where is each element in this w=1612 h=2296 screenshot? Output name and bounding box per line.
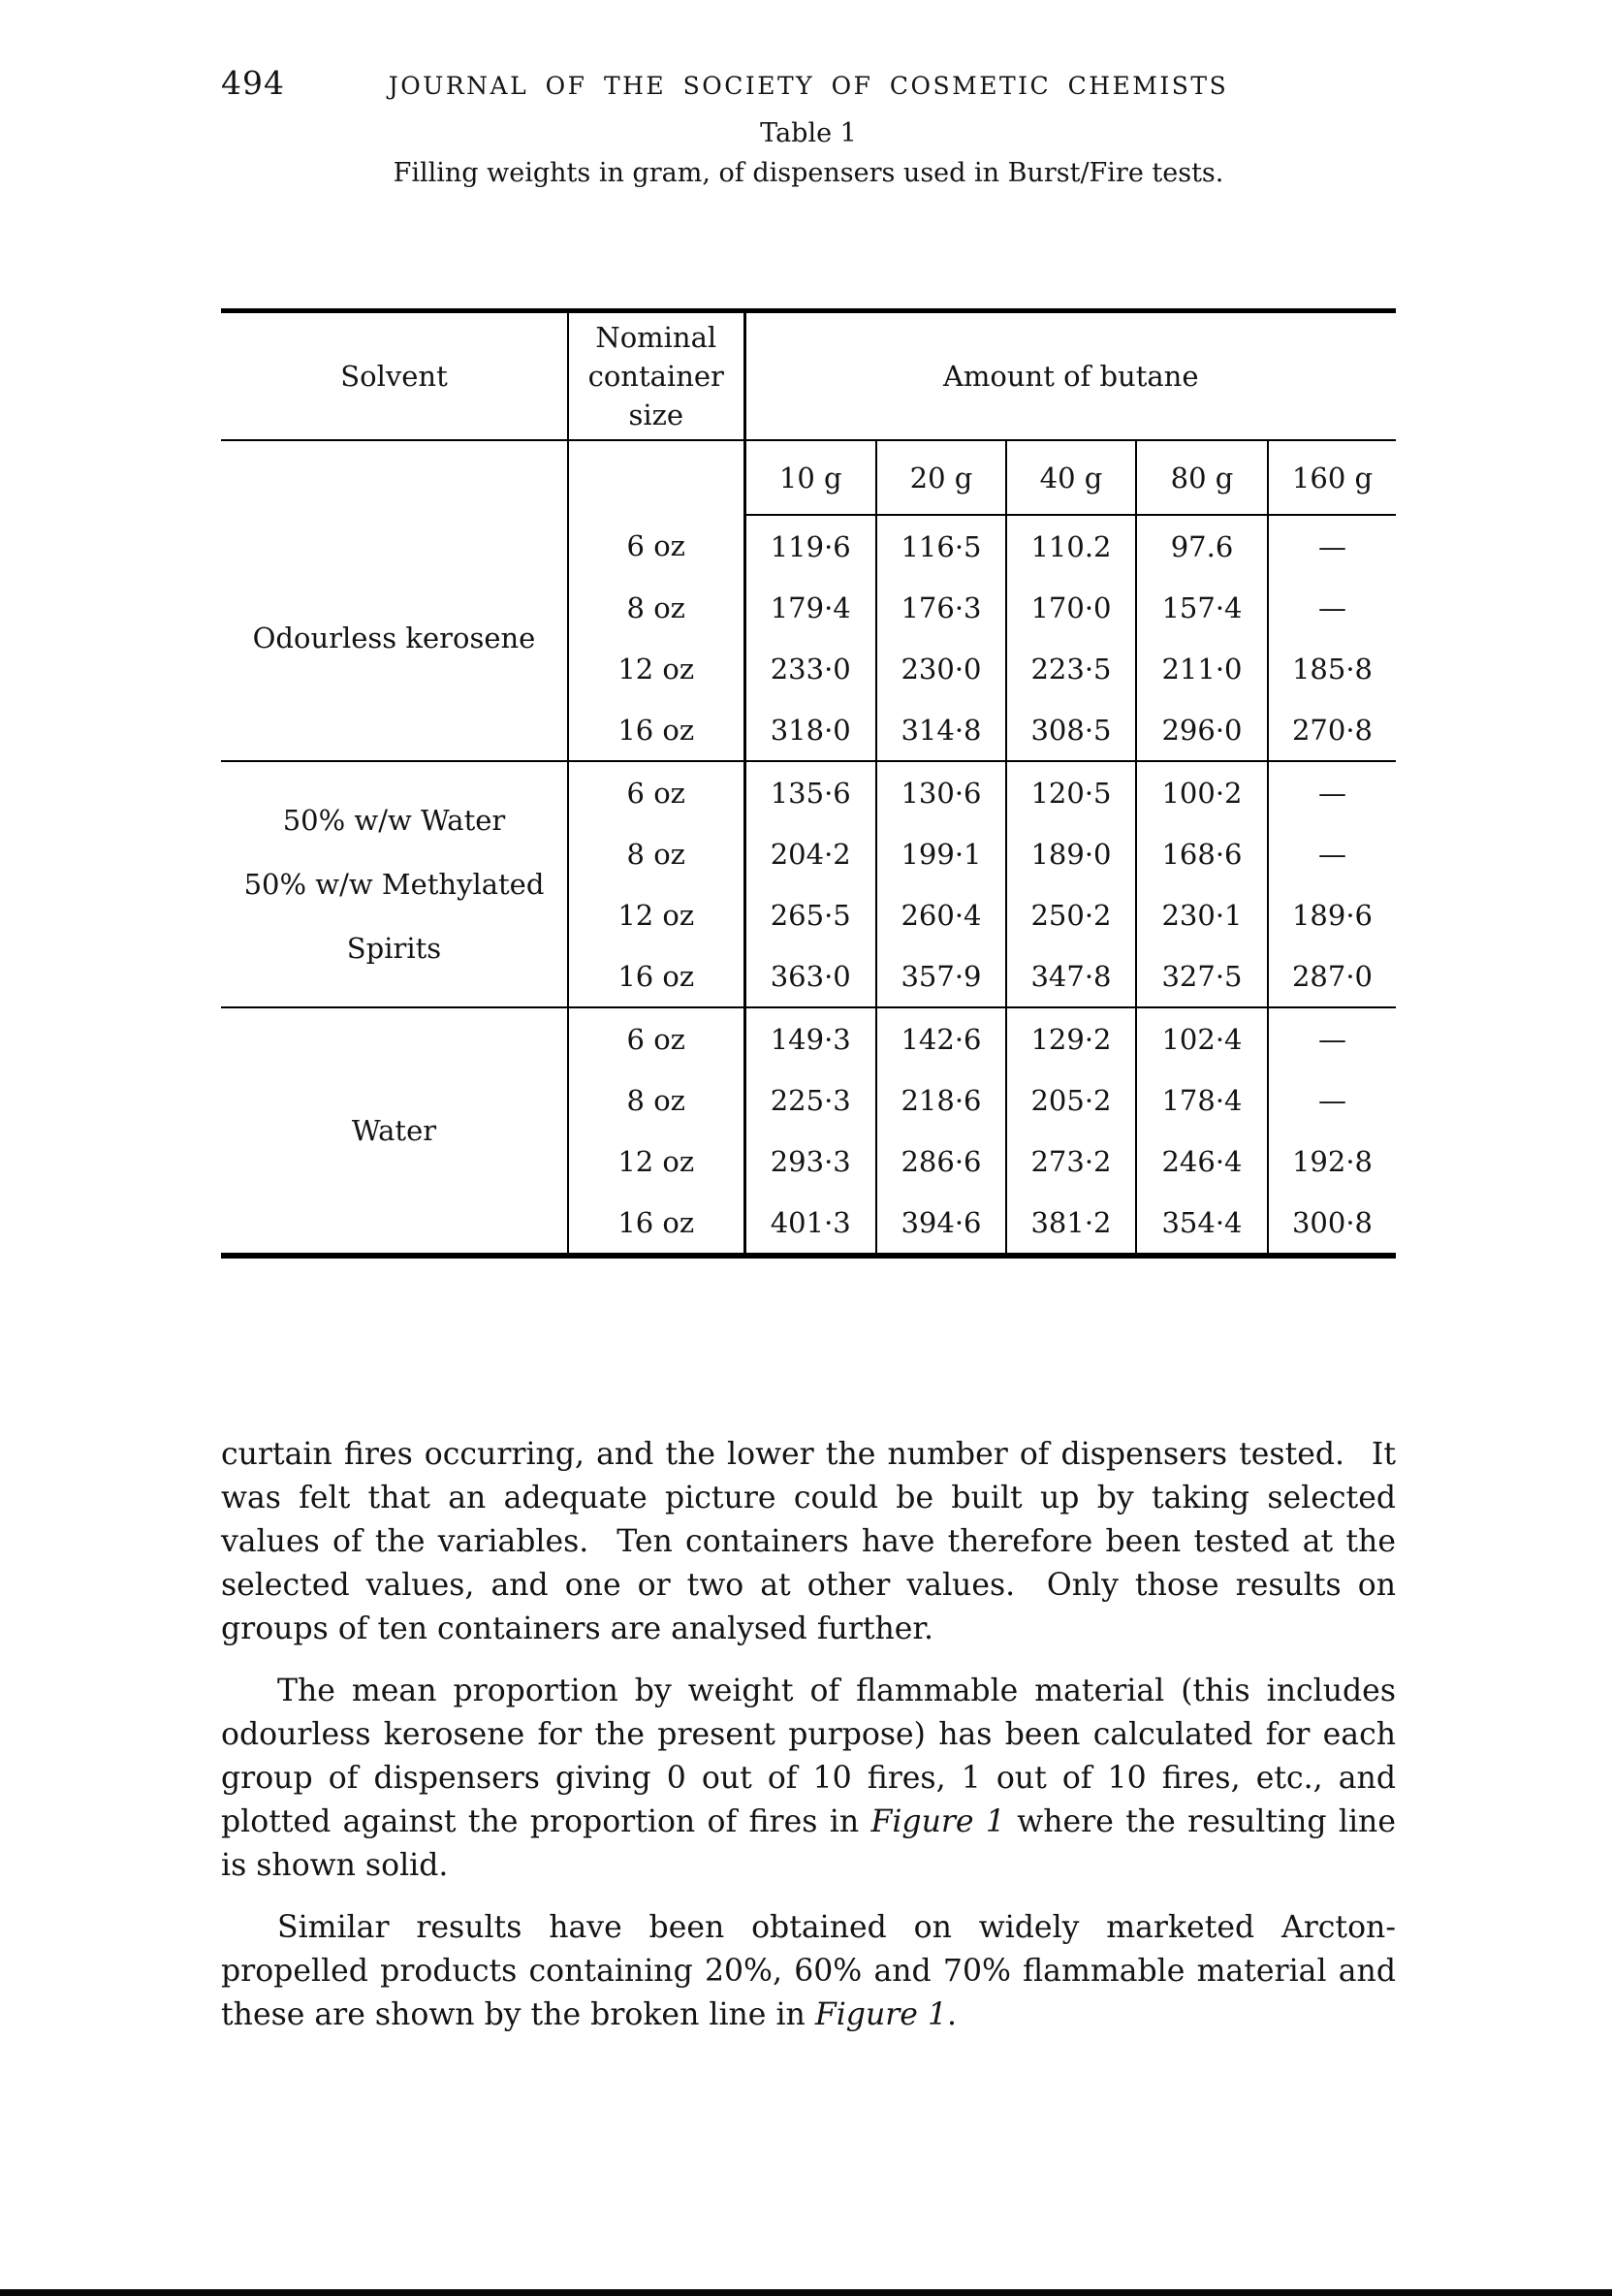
value-cell: 381·2 — [1006, 1192, 1136, 1256]
value-cell: 211·0 — [1136, 638, 1268, 699]
container-size-cell: 16 oz — [568, 699, 744, 761]
value-cell: 142·6 — [876, 1007, 1006, 1069]
value-cell: 116·5 — [876, 515, 1006, 577]
table-row — [221, 515, 1396, 577]
solvent-cell — [221, 515, 568, 761]
value-cell: 225·3 — [744, 1069, 876, 1131]
container-size-cell: 16 oz — [568, 1192, 744, 1256]
value-cell: 270·8 — [1268, 699, 1396, 761]
body-text — [221, 1433, 1396, 2056]
value-cell: 300·8 — [1268, 1192, 1396, 1256]
value-cell: 204·2 — [744, 823, 876, 884]
table-body — [221, 311, 1396, 1257]
solvent-name-line: Water — [351, 1114, 437, 1147]
value-cell: 120·5 — [1006, 761, 1136, 823]
value-cell: 308·5 — [1006, 699, 1136, 761]
value-cell: 265·5 — [744, 884, 876, 945]
value-cell: 230·0 — [876, 638, 1006, 699]
solvent-name-line: 50% w/w Methylated — [243, 868, 545, 901]
paragraph — [221, 1433, 1396, 1651]
value-cell: 357·9 — [876, 945, 1006, 1007]
butane-amount-header: 40 g — [1006, 440, 1136, 515]
value-cell: 119·6 — [744, 515, 876, 577]
value-cell: 354·4 — [1136, 1192, 1268, 1256]
value-cell: 230·1 — [1136, 884, 1268, 945]
container-size-cell: 12 oz — [568, 638, 744, 699]
value-cell: 273·2 — [1006, 1131, 1136, 1192]
table-caption: Filling weights in gram, of dispensers used in Burst/Fire tests. — [393, 158, 1224, 188]
value-cell: 179·4 — [744, 577, 876, 638]
solvent-cell — [221, 1007, 568, 1256]
value-cell: 246·4 — [1136, 1131, 1268, 1192]
value-cell: — — [1268, 515, 1396, 577]
paragraph-text: Similar results have been obtained on widely marketed Arcton-propelled products containing 20%, 60% and 70% flammable material and these are shown by the broken line in — [221, 1910, 1396, 2032]
value-cell: 347·8 — [1006, 945, 1136, 1007]
value-cell: 223·5 — [1006, 638, 1136, 699]
filling-weights-table — [221, 308, 1396, 1259]
value-cell: 233·0 — [744, 638, 876, 699]
table-row — [221, 761, 1396, 823]
value-cell: 110.2 — [1006, 515, 1136, 577]
paragraph — [221, 1906, 1396, 2037]
journal-header: JOURNAL OF THE SOCIETY OF COSMETIC CHEMISTS — [388, 72, 1229, 100]
value-cell: 189·0 — [1006, 823, 1136, 884]
value-cell: 314·8 — [876, 699, 1006, 761]
solvent-cell — [221, 761, 568, 1007]
value-cell: 286·6 — [876, 1131, 1006, 1192]
value-cell: — — [1268, 577, 1396, 638]
value-cell: — — [1268, 761, 1396, 823]
value-cell: 102·4 — [1136, 1007, 1268, 1069]
container-size-cell: 8 oz — [568, 823, 744, 884]
container-size-cell: 12 oz — [568, 1131, 744, 1192]
value-cell: 189·6 — [1268, 884, 1396, 945]
value-cell: — — [1268, 1069, 1396, 1131]
solvent-name-line: Spirits — [346, 932, 442, 965]
value-cell: 287·0 — [1268, 945, 1396, 1007]
value-cell: 293·3 — [744, 1131, 876, 1192]
value-cell: — — [1268, 1007, 1396, 1069]
empty-cell — [221, 440, 568, 515]
container-size-cell: 16 oz — [568, 945, 744, 1007]
value-cell: 250·2 — [1006, 884, 1136, 945]
butane-amount-header: 80 g — [1136, 440, 1268, 515]
data-table-container — [221, 308, 1396, 1259]
value-cell: 149·3 — [744, 1007, 876, 1069]
page-number: 494 — [221, 64, 285, 102]
paragraph-text: . — [946, 1997, 957, 2032]
value-cell: 178·4 — [1136, 1069, 1268, 1131]
value-cell: 363·0 — [744, 945, 876, 1007]
value-cell: — — [1268, 823, 1396, 884]
figure-reference: Figure 1 — [814, 1997, 947, 2032]
value-cell: 129·2 — [1006, 1007, 1136, 1069]
value-cell: 176·3 — [876, 577, 1006, 638]
value-cell: 192·8 — [1268, 1131, 1396, 1192]
empty-cell — [568, 440, 744, 515]
solvent-name-line: 50% w/w Water — [282, 804, 506, 837]
value-cell: 401·3 — [744, 1192, 876, 1256]
solvent-name-line: Odourless kerosene — [252, 621, 536, 654]
paragraph — [221, 1670, 1396, 1888]
value-cell: 185·8 — [1268, 638, 1396, 699]
container-size-cell: 8 oz — [568, 577, 744, 638]
butane-amounts-row — [221, 440, 1396, 515]
value-cell: 97.6 — [1136, 515, 1268, 577]
butane-amount-header: 20 g — [876, 440, 1006, 515]
container-size-cell: 6 oz — [568, 1007, 744, 1069]
value-cell: 199·1 — [876, 823, 1006, 884]
butane-amount-header: 160 g — [1268, 440, 1396, 515]
figure-reference: Figure 1 — [870, 1804, 1005, 1839]
value-cell: 157·4 — [1136, 577, 1268, 638]
paragraph-text: where the resulting line is shown solid. — [221, 1804, 1396, 1883]
value-cell: 296·0 — [1136, 699, 1268, 761]
value-cell: 205·2 — [1006, 1069, 1136, 1131]
table-header-row — [221, 311, 1396, 441]
container-size-cell: 8 oz — [568, 1069, 744, 1131]
paragraph-text: curtain fires occurring, and the lower the number of dispensers tested. It was felt that an adequate picture could be built up by taking selected values of the variables. Ten containers have therefore been tested at the selected values, and one or two at other values. Only those results on groups of ten containers are analysed further. — [221, 1437, 1396, 1646]
container-size-cell: 6 oz — [568, 761, 744, 823]
value-cell: 260·4 — [876, 884, 1006, 945]
paragraph-text: The mean proportion by weight of flammable material (this includes odourless kerosene for the present purpose) has been calculated for each group of dispensers giving 0 out of 10 fires, 1 out of 10 fires, etc., and plotted against the proportion of fires in — [221, 1674, 1396, 1839]
solvent-column-header: Solvent — [221, 311, 568, 441]
value-cell: 327·5 — [1136, 945, 1268, 1007]
table-title: Table 1 — [760, 118, 857, 148]
value-cell: 168·6 — [1136, 823, 1268, 884]
value-cell: 135·6 — [744, 761, 876, 823]
value-cell: 318·0 — [744, 699, 876, 761]
value-cell: 130·6 — [876, 761, 1006, 823]
value-cell: 100·2 — [1136, 761, 1268, 823]
page-bottom-scan-edge — [0, 2289, 1612, 2296]
value-cell: 170·0 — [1006, 577, 1136, 638]
container-size-cell: 12 oz — [568, 884, 744, 945]
value-cell: 218·6 — [876, 1069, 1006, 1131]
container-size-column-header: Nominal container size — [568, 311, 744, 441]
container-size-cell: 6 oz — [568, 515, 744, 577]
value-cell: 394·6 — [876, 1192, 1006, 1256]
table-row — [221, 1007, 1396, 1069]
butane-amount-header: 10 g — [744, 440, 876, 515]
butane-group-header: Amount of butane — [744, 311, 1396, 441]
